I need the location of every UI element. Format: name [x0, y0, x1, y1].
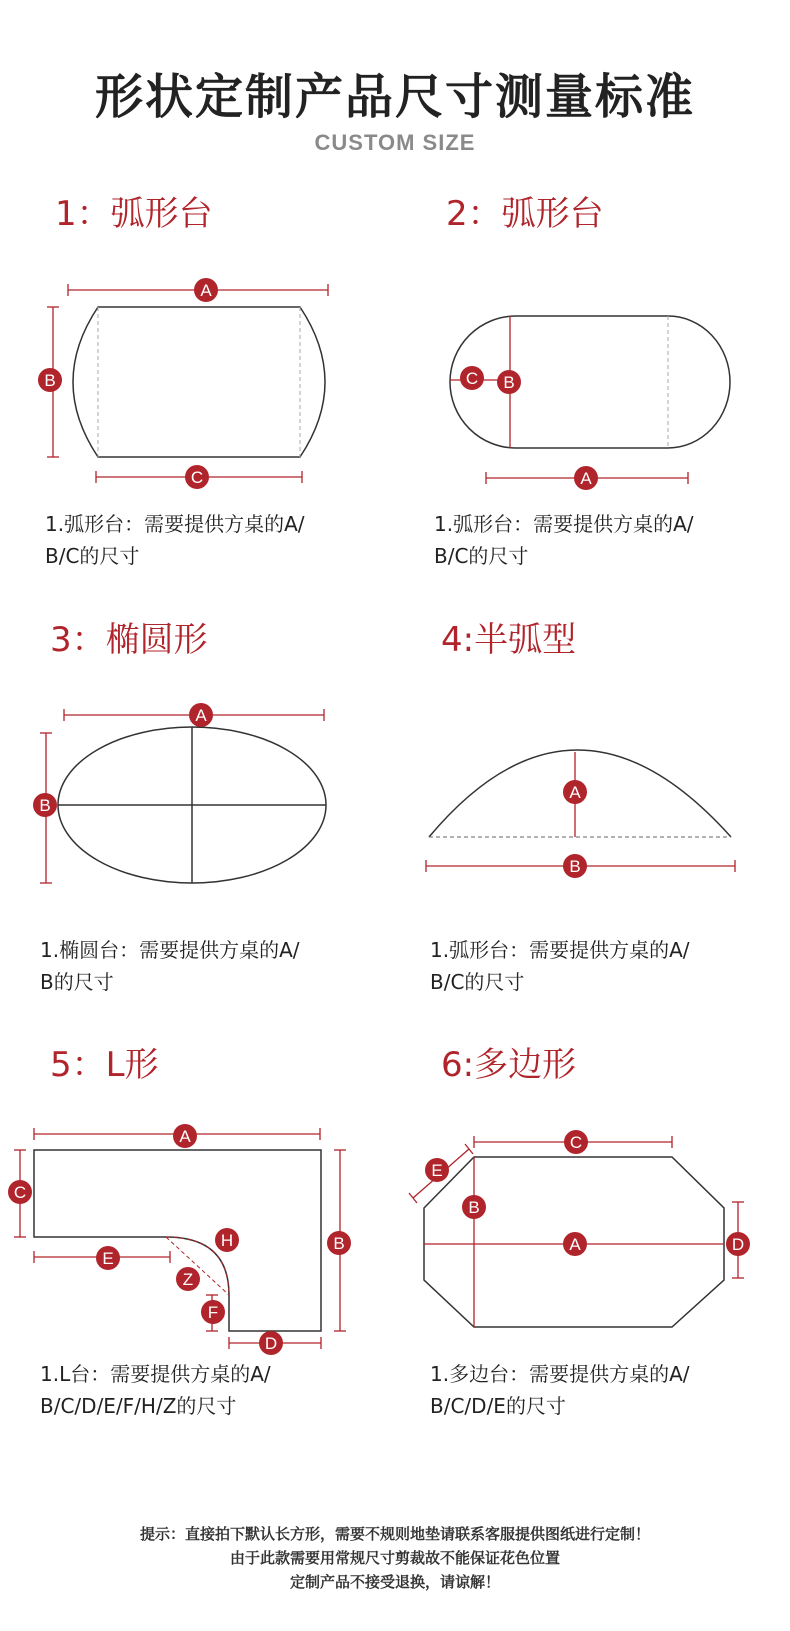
svg-text:B: B [569, 857, 581, 876]
svg-text:C: C [190, 468, 204, 487]
dimension-label-a [574, 466, 598, 490]
svg-text:A: A [569, 1235, 581, 1254]
arc-table-outline [73, 307, 325, 457]
dimension-label-b [563, 854, 587, 878]
svg-text:D: D [731, 1235, 745, 1254]
section-1-title: 1：弧形台 [55, 194, 213, 234]
dimension-label-d [259, 1331, 283, 1355]
section-3-diagram [0, 695, 360, 895]
dimension-label-f [201, 1300, 225, 1324]
section-6-diagram [400, 1125, 770, 1340]
svg-text:B: B [44, 371, 56, 390]
svg-text:A: A [200, 281, 212, 300]
section-1-diagram [0, 260, 360, 500]
section-6-caption: 1.多边台：需要提供方桌的A/ B/C/D/E的尺寸 [430, 1362, 690, 1418]
svg-text:C: C [13, 1183, 27, 1202]
svg-text:Z: Z [182, 1270, 194, 1289]
svg-text:A: A [195, 706, 207, 725]
footer-notes [0, 1522, 790, 1594]
note-line-1: 提示：直接拍下默认长方形，需要不规则地垫请联系客服提供图纸进行定制！ [139, 1525, 650, 1543]
section-2-title: 2：弧形台 [446, 194, 604, 234]
svg-text:B: B [503, 373, 515, 392]
dimension-label-b [462, 1195, 486, 1219]
page-subtitle: CUSTOM SIZE [314, 130, 476, 155]
dimension-label-d [726, 1232, 750, 1256]
dimension-label-a [189, 703, 213, 727]
dimension-label-a [563, 780, 587, 804]
svg-text:A: A [179, 1127, 191, 1146]
dimension-label-b [33, 793, 57, 817]
dimension-label-c [185, 465, 209, 489]
dimension-label-z [176, 1267, 200, 1291]
dimension-label-e [425, 1158, 449, 1182]
section-4-title: 4:半弧型 [441, 620, 577, 660]
svg-text:C: C [465, 369, 479, 388]
section-6-title: 6:多边形 [441, 1045, 577, 1085]
section-3-caption: 1.椭圆台：需要提供方桌的A/ B的尺寸 [40, 938, 300, 994]
dimension-label-b [327, 1231, 351, 1255]
svg-text:F: F [207, 1303, 219, 1322]
dimension-label-a [173, 1124, 197, 1148]
svg-text:C: C [569, 1133, 583, 1152]
dimension-label-c [564, 1130, 588, 1154]
svg-text:E: E [431, 1161, 443, 1180]
svg-text:A: A [569, 783, 581, 802]
svg-text:B: B [468, 1198, 480, 1217]
section-2-caption: 1.弧形台：需要提供方桌的A/ B/C的尺寸 [434, 512, 694, 568]
section-1-caption: 1.弧形台：需要提供方桌的A/ B/C的尺寸 [45, 512, 305, 568]
dimension-label-a [194, 278, 218, 302]
page-title: 形状定制产品尺寸测量标准 [94, 69, 695, 125]
dimension-label-b [38, 368, 62, 392]
dimension-label-b [497, 370, 521, 394]
l-table-outline [34, 1150, 321, 1331]
svg-text:B: B [39, 796, 51, 815]
section-3-title: 3：椭圆形 [50, 620, 208, 660]
section-5-diagram [0, 1120, 370, 1360]
svg-text:H: H [220, 1231, 234, 1250]
section-2-diagram [400, 300, 760, 500]
dimension-label-e [96, 1246, 120, 1270]
stadium-table-outline [450, 316, 730, 448]
svg-text:E: E [102, 1249, 114, 1268]
section-5-caption: 1.L台：需要提供方桌的A/ B/C/D/E/F/H/Z的尺寸 [40, 1362, 271, 1418]
svg-text:A: A [580, 469, 592, 488]
section-4-caption: 1.弧形台：需要提供方桌的A/ B/C的尺寸 [430, 938, 690, 994]
svg-text:D: D [264, 1334, 278, 1353]
dimension-label-c [460, 366, 484, 390]
section-4-diagram [410, 740, 750, 885]
note-line-2: 由于此款需要用常规尺寸剪裁故不能保证花色位置 [229, 1549, 560, 1567]
dimension-label-a [563, 1232, 587, 1256]
dimension-label-h [215, 1228, 239, 1252]
section-5-title: 5：L形 [50, 1045, 159, 1085]
note-line-3: 定制产品不接受退换，请谅解！ [289, 1573, 500, 1591]
dimension-label-c [8, 1180, 32, 1204]
svg-text:B: B [333, 1234, 345, 1253]
